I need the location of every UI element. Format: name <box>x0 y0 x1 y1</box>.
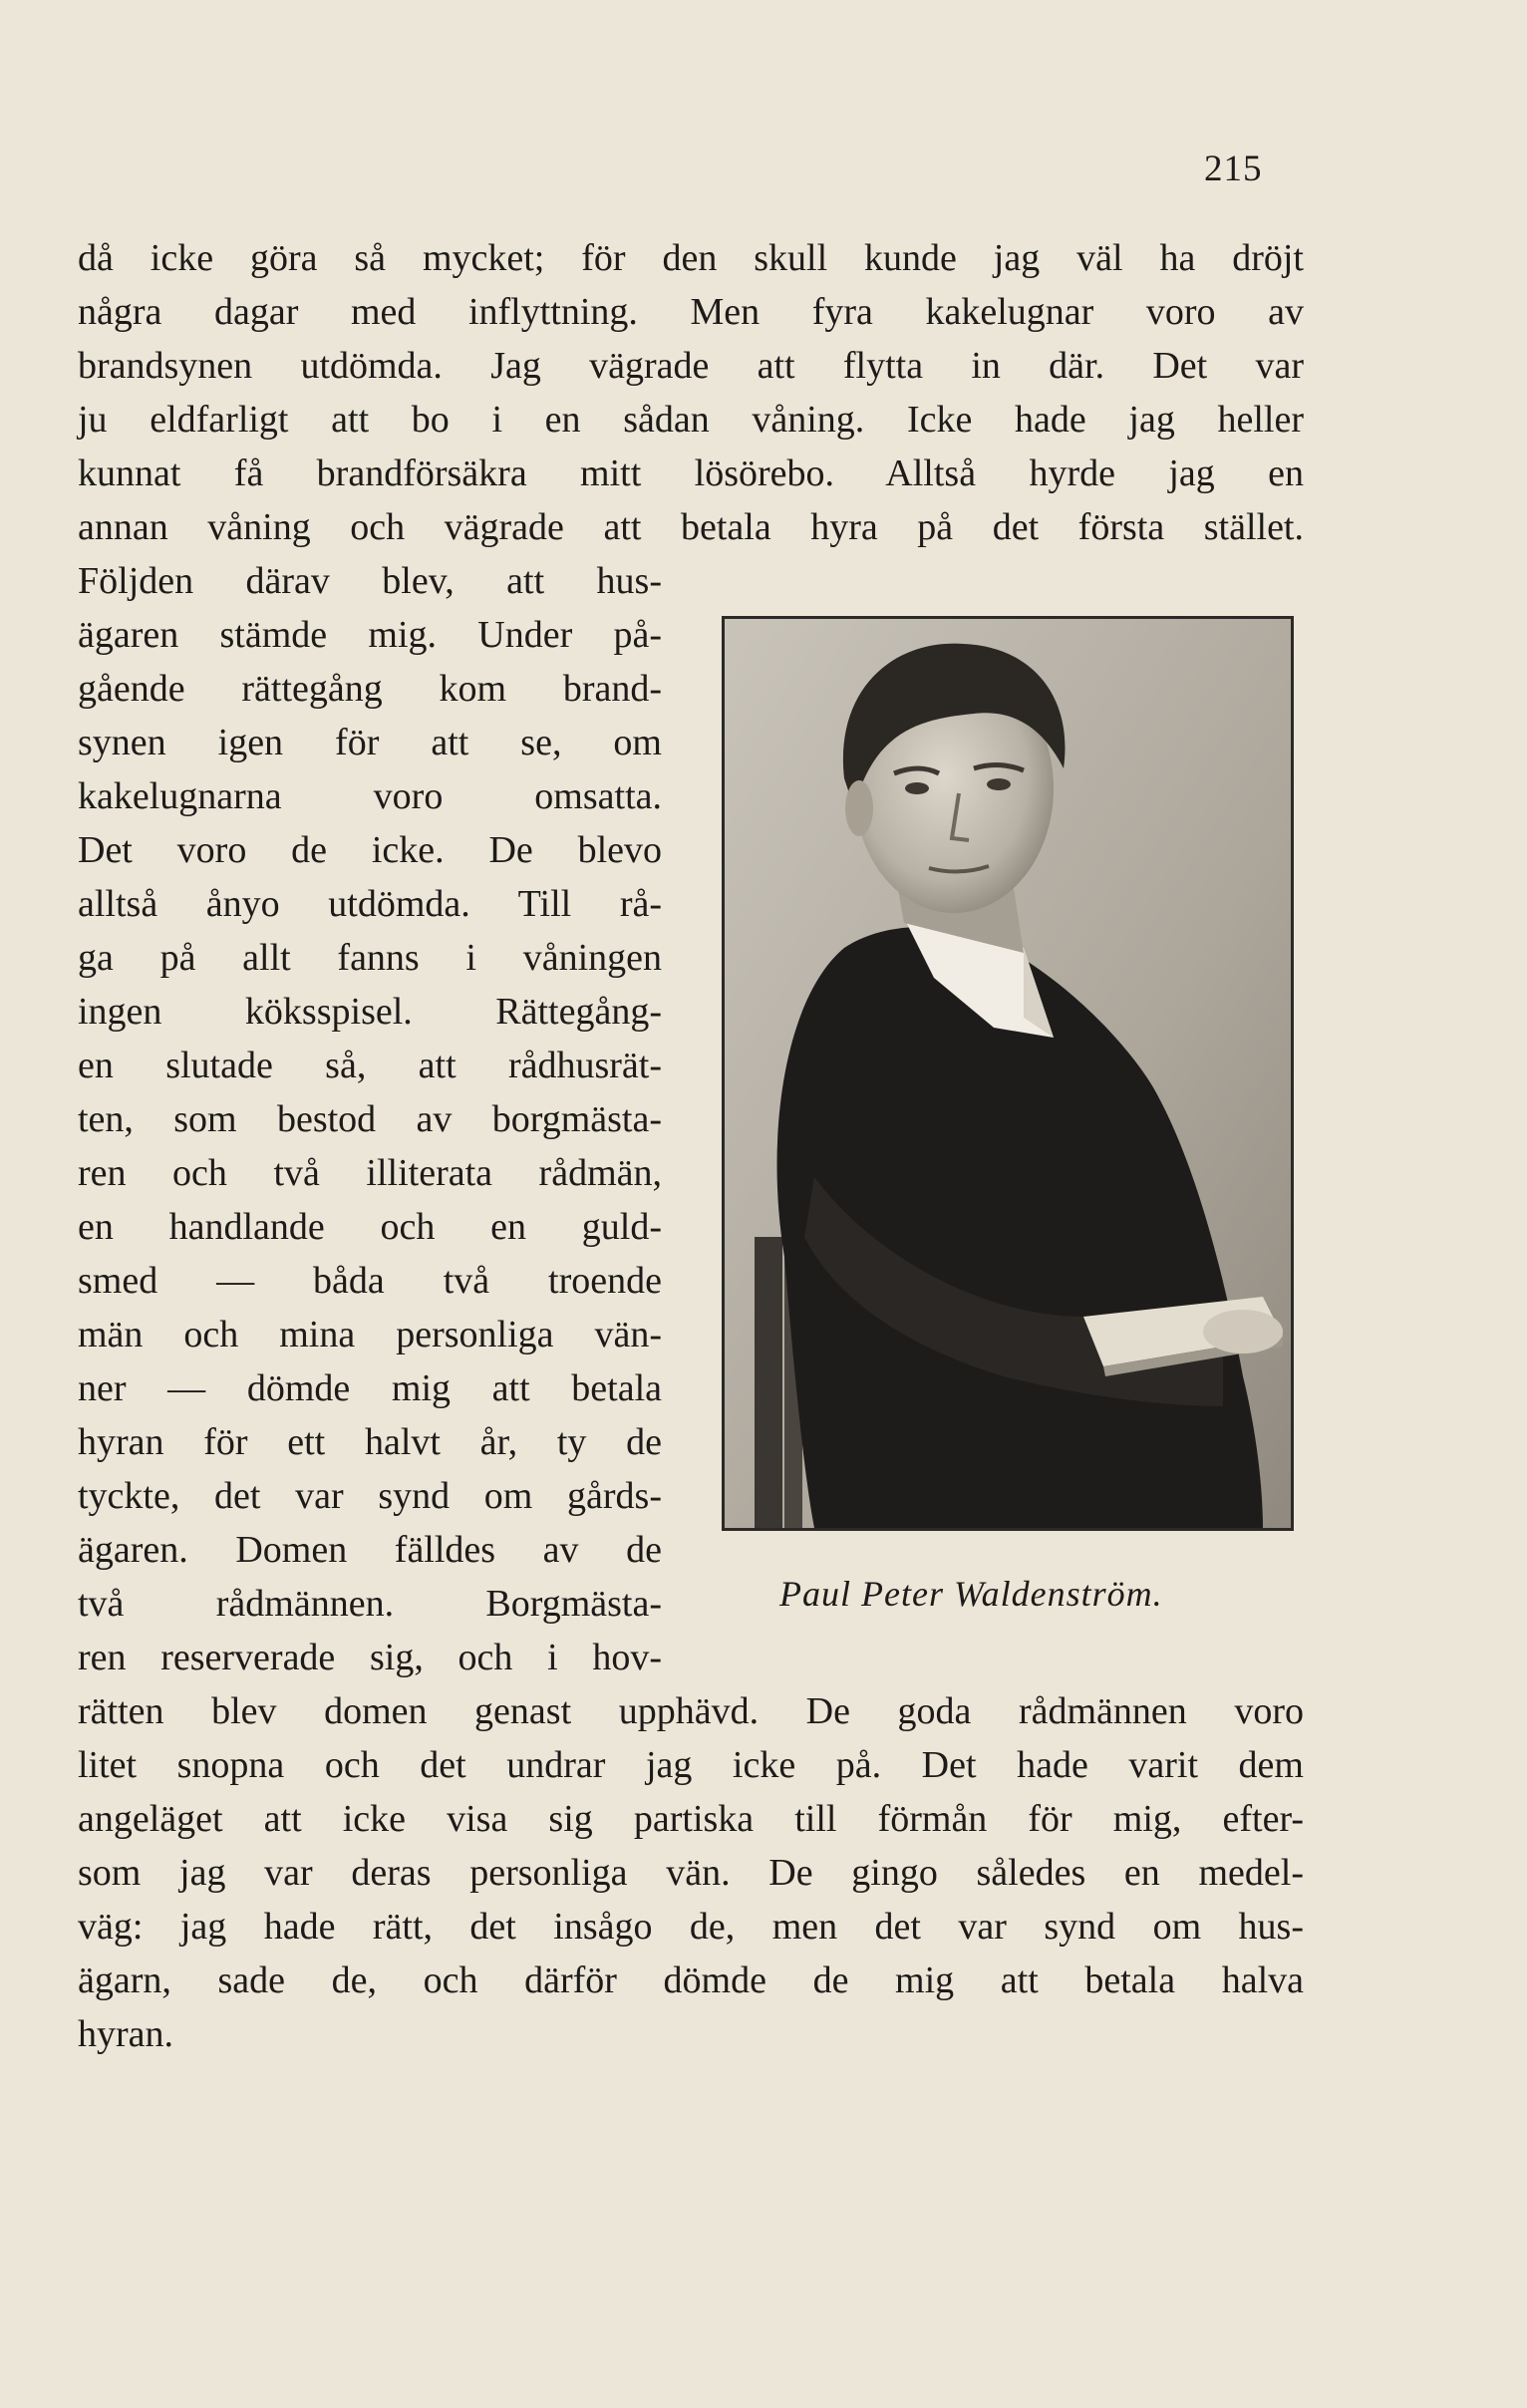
text-line: män och mina personliga vän- <box>78 1314 662 1355</box>
page-number: 215 <box>1204 149 1263 189</box>
text-line: hyran för ett halvt år, ty de <box>78 1421 662 1463</box>
text-line: ju eldfarligt att bo i en sådan våning. Icke hade jag heller <box>78 399 1304 441</box>
text-line: väg: jag hade rätt, det insågo de, men det var synd om hus- <box>78 1906 1304 1948</box>
text-line: hyran. <box>78 2013 174 2055</box>
text-line: ingen köksspisel. Rättegång- <box>78 991 662 1033</box>
text-line: kakelugnarna voro omsatta. <box>78 775 662 817</box>
text-line: ren reserverade sig, och i hov- <box>78 1637 662 1678</box>
text-line: två rådmännen. Borgmästa- <box>78 1583 662 1625</box>
text-line: gående rättegång kom brand- <box>78 668 662 710</box>
portrait-photo <box>722 616 1294 1531</box>
text-line: ren och två illiterata rådmän, <box>78 1152 662 1194</box>
text-line: ner — dömde mig att betala <box>78 1367 662 1409</box>
photo-caption: Paul Peter Waldenström. <box>779 1574 1163 1614</box>
text-line: en handlande och en guld- <box>78 1206 662 1248</box>
text-line: synen igen för att se, om <box>78 722 662 763</box>
text-line: tyckte, det var synd om gårds- <box>78 1475 662 1517</box>
text-line: ga på allt fanns i våningen <box>78 937 662 979</box>
text-line: smed — båda två troende <box>78 1260 662 1302</box>
text-line: ten, som bestod av borgmästa- <box>78 1098 662 1140</box>
text-line: ägaren stämde mig. Under på- <box>78 614 662 656</box>
text-line: Följden därav blev, att hus- <box>78 560 662 602</box>
text-line: angeläget att icke visa sig partiska till förmån för mig, efter- <box>78 1798 1304 1840</box>
text-line: ägaren. Domen fälldes av de <box>78 1529 662 1571</box>
text-line: alltså ånyo utdömda. Till rå- <box>78 883 662 925</box>
text-line: annan våning och vägrade att betala hyra på det första stället. <box>78 506 1304 548</box>
text-line: litet snopna och det undrar jag icke på. Det hade varit dem <box>78 1744 1304 1786</box>
text-line: brandsynen utdömda. Jag vägrade att flytta in där. Det var <box>78 345 1304 387</box>
text-line: ägarn, sade de, och därför dömde de mig att betala halva <box>78 1959 1304 2001</box>
text-line: kunnat få brandförsäkra mitt lösörebo. Alltså hyrde jag en <box>78 452 1304 494</box>
text-line: då icke göra så mycket; för den skull kunde jag väl ha dröjt <box>78 237 1304 279</box>
text-line: rätten blev domen genast upphävd. De goda rådmännen voro <box>78 1690 1304 1732</box>
text-line: Det voro de icke. De blevo <box>78 829 662 871</box>
text-line: en slutade så, att rådhusrät- <box>78 1045 662 1086</box>
text-line: som jag var deras personliga vän. De gingo således en medel- <box>78 1852 1304 1894</box>
text-line: några dagar med inflyttning. Men fyra kakelugnar voro av <box>78 291 1304 333</box>
